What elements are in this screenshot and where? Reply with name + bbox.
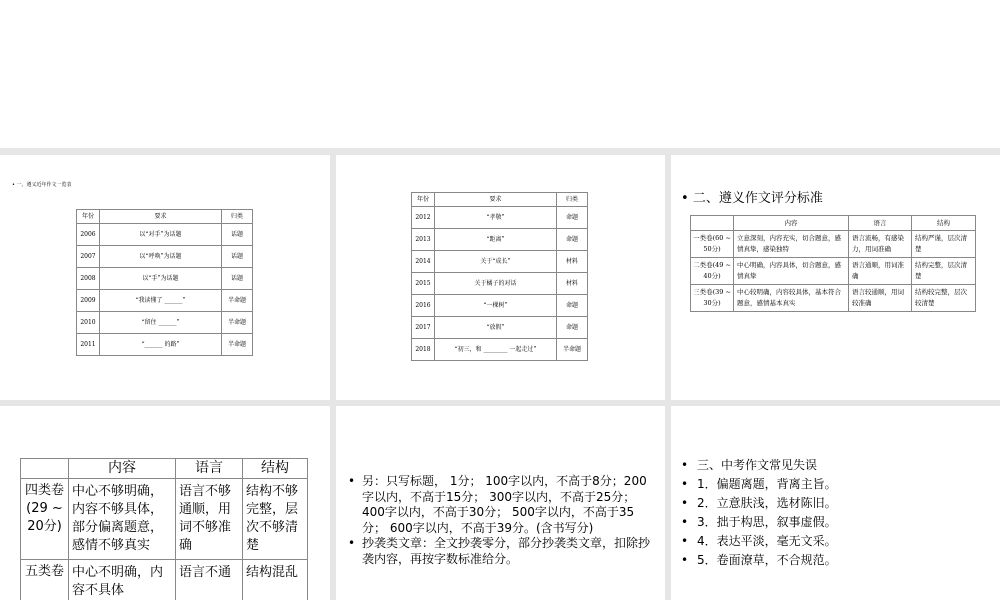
bullet: • [681,477,689,491]
slide-1[interactable] [0,155,330,400]
table-row [412,229,588,251]
header-type: 归类 [222,210,253,224]
header-type: 归类 [557,193,588,207]
title-text: 一、遵义近年作文一览表 [16,182,72,188]
year-cell: 2015 [412,273,435,295]
table-row [77,268,253,290]
bullet: • [348,474,356,488]
content-cell: 中心较明确，内容较具体，基本符合题意，感情基本真实 [734,285,849,312]
type-cell: 半命题 [222,290,253,312]
list-item [348,536,653,567]
slide-2[interactable] [336,155,665,400]
bullet: • [681,553,689,567]
bullet: • [348,536,356,550]
type-cell: 材料 [557,273,588,295]
language-cell: 语言不够通顺，用词不够准确 [176,479,243,560]
heading-text: 二、遵义作文评分标准 [692,191,823,206]
table-row [412,207,588,229]
header-language: 语言 [849,216,912,231]
requirement-cell: “放假” [435,317,557,339]
requirement-cell: “我读懂了 ______” [100,290,222,312]
item-text: 4．表达平淡，毫无文采。 [697,534,837,548]
header-structure: 结构 [243,459,308,479]
table-row [412,339,588,361]
content-cell: 中心不够明确，内容不够具体，部分偏离题意，感情不够真实 [69,479,176,560]
table-row [691,231,976,258]
item-text: 3．拙于构思，叙事虚假。 [697,515,837,529]
year-cell: 2016 [412,295,435,317]
requirement-cell: 关于橘子的对话 [435,273,557,295]
table-header-row [412,193,588,207]
year-cell: 2009 [77,290,100,312]
grade-cell: 一类卷(60 ~ 50分) [691,231,734,258]
year-cell: 2017 [412,317,435,339]
bullet: • [681,496,689,510]
header-grade [691,216,734,231]
table-row [412,251,588,273]
table-row [412,317,588,339]
year-cell: 2014 [412,251,435,273]
table-row [77,312,253,334]
type-cell: 命题 [557,229,588,251]
type-cell: 话题 [222,224,253,246]
list-item [681,456,837,475]
header-language: 语言 [176,459,243,479]
top-blank-area [0,0,1000,148]
header-year: 年份 [412,193,435,207]
type-cell: 命题 [557,295,588,317]
header-structure: 结构 [912,216,976,231]
requirement-cell: 关于“成长” [435,251,557,273]
language-cell: 语言流畅，有感染力，用词准确 [849,231,912,258]
type-cell: 话题 [222,246,253,268]
table-row [691,285,976,312]
language-cell: 语言通顺，用词准确 [849,258,912,285]
slide-5[interactable] [336,406,665,600]
type-cell: 材料 [557,251,588,273]
header-requirement: 要求 [435,193,557,207]
year-cell: 2011 [77,334,100,356]
list-item [681,475,837,494]
bullet: • [681,515,689,529]
structure-cell: 结构不够完整，层次不够清楚 [243,479,308,560]
table-row [412,295,588,317]
requirement-cell: 以“对手”为话题 [100,224,222,246]
item-text: 5．卷面潦草，不合规范。 [697,553,837,567]
year-cell: 2010 [77,312,100,334]
year-cell: 2007 [77,246,100,268]
bullet: • [681,534,689,548]
item-text: 2．立意肤浅，选材陈旧。 [697,496,837,510]
structure-cell: 结构完整，层次清楚 [912,258,976,285]
header-content: 内容 [69,459,176,479]
scoring-notes-list [348,474,653,567]
requirement-cell: “______ 的路” [100,334,222,356]
essay-table-2012-2018 [411,192,588,361]
note-text: 另：只写标题， 1分； 100字以内，不高于8分；200字以内，不高于15分； 300字以内，不高于25分； 400字以内，不高于30分； 500字以内，不高于35分； 600字以内，不高于39分。(含书写分) [362,474,647,535]
table-header-row [691,216,976,231]
table-row [412,273,588,295]
header-grade [21,459,69,479]
content-cell: 中心明确，内容具体，切合题意，感情真挚 [734,258,849,285]
bullet: • [681,191,689,206]
table-header-row [77,210,253,224]
common-mistakes-list [681,456,837,570]
list-item [681,494,837,513]
table-row [77,290,253,312]
essay-table-2006-2011 [76,209,253,356]
grading-standards-table [690,215,976,312]
table-row [77,224,253,246]
structure-cell: 结构严谨，层次清楚 [912,231,976,258]
note-text: 抄袭类文章：全文抄袭零分，部分抄袭类文章，扣除抄袭内容，再按字数标准给分。 [362,536,651,566]
bullet: • [12,182,15,188]
content-cell: 立意深刻，内容充实，切合题意，感情真挚，感染独特 [734,231,849,258]
year-cell: 2008 [77,268,100,290]
header-requirement: 要求 [100,210,222,224]
slide-3[interactable] [671,155,1000,400]
type-cell: 半命题 [222,334,253,356]
requirement-cell: “距离” [435,229,557,251]
grading-standards-table-continued [20,458,308,600]
language-cell: 语言较通顺，用词较准确 [849,285,912,312]
requirement-cell: “一棵树” [435,295,557,317]
slide-3-heading [681,187,823,206]
year-cell: 2013 [412,229,435,251]
list-item [681,551,837,570]
requirement-cell: 以“呼唤”为话题 [100,246,222,268]
table-row [77,334,253,356]
content-cell: 中心不明确，内容不具体 [69,560,176,600]
grade-cell: 三类卷(39 ~ 30分) [691,285,734,312]
type-cell: 命题 [557,317,588,339]
language-cell: 语言不通 [176,560,243,600]
requirement-cell: “留住 ______” [100,312,222,334]
requirement-cell: “初三，和 ________ 一起走过” [435,339,557,361]
header-content: 内容 [734,216,849,231]
year-cell: 2006 [77,224,100,246]
table-row [21,560,308,600]
type-cell: 命题 [557,207,588,229]
year-cell: 2018 [412,339,435,361]
requirement-cell: “孝敬” [435,207,557,229]
grade-cell: 四类卷(29 ~ 20分) [21,479,69,560]
type-cell: 半命题 [222,312,253,334]
table-row [77,246,253,268]
item-text: 1．偏题离题，背离主旨。 [697,477,837,491]
slide-4[interactable] [0,406,330,600]
table-row [21,479,308,560]
item-text: 三、中考作文常见失误 [697,458,818,472]
table-row [691,258,976,285]
type-cell: 话题 [222,268,253,290]
year-cell: 2012 [412,207,435,229]
table-header-row [21,459,308,479]
bullet: • [681,458,689,472]
type-cell: 半命题 [557,339,588,361]
grade-cell: 二类卷(49 ~ 40分) [691,258,734,285]
list-item [681,513,837,532]
header-year: 年份 [77,210,100,224]
slide-1-title [12,181,72,188]
list-item [348,474,653,536]
requirement-cell: 以“手”为话题 [100,268,222,290]
list-item [681,532,837,551]
grade-cell: 五类卷 [21,560,69,600]
structure-cell: 结构较完整，层次较清楚 [912,285,976,312]
structure-cell: 结构混乱 [243,560,308,600]
slide-6[interactable] [671,406,1000,600]
